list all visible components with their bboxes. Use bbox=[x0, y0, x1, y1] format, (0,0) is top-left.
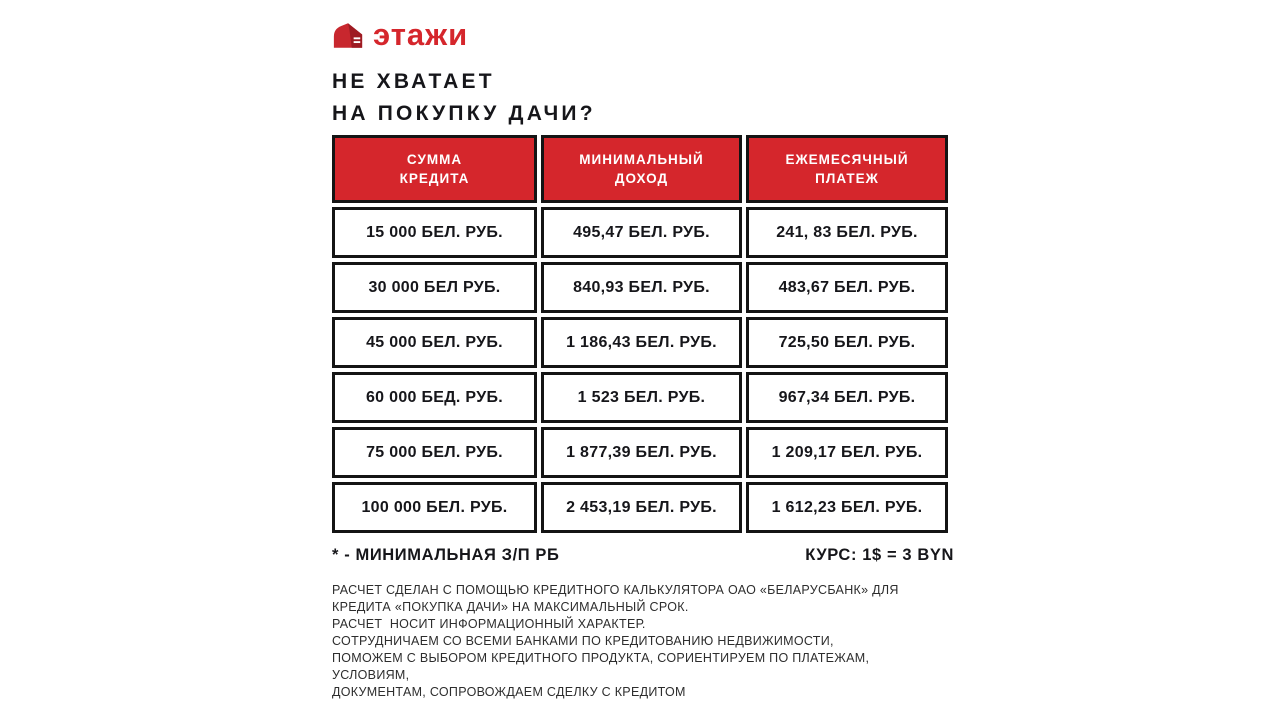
table-cell: 241, 83 БЕЛ. РУБ. bbox=[746, 207, 948, 258]
header-line: КРЕДИТА bbox=[399, 171, 470, 186]
exchange-rate: КУРС: 1$ = 3 BYN bbox=[805, 546, 954, 564]
page-title bbox=[332, 66, 962, 130]
table-cell: 75 000 БЕЛ. РУБ. bbox=[332, 427, 537, 478]
table-cell: 1 612,23 БЕЛ. РУБ. bbox=[746, 482, 948, 533]
disclaimer-line: КРЕДИТА «ПОКУПКА ДАЧИ» НА МАКСИМАЛЬНЫЙ СРОК. bbox=[332, 600, 689, 614]
table-cell: 60 000 БЕД. РУБ. bbox=[332, 372, 537, 423]
disclaimer bbox=[332, 582, 962, 701]
header-line: МИНИМАЛЬНЫЙ bbox=[579, 152, 704, 167]
table-cell: 1 209,17 БЕЛ. РУБ. bbox=[746, 427, 948, 478]
footnote-min-salary: * - МИНИМАЛЬНАЯ З/П РБ bbox=[332, 546, 560, 564]
house-icon bbox=[332, 21, 364, 50]
column-header-minimum-income bbox=[541, 135, 742, 203]
header-line: СУММА bbox=[406, 152, 463, 167]
notes-row bbox=[332, 546, 954, 565]
header-line: ДОХОД bbox=[614, 171, 669, 186]
brand-name: этажи bbox=[373, 17, 469, 52]
table-cell: 1 186,43 БЕЛ. РУБ. bbox=[541, 317, 742, 368]
table-cell: 725,50 БЕЛ. РУБ. bbox=[746, 317, 948, 368]
table-cell: 100 000 БЕЛ. РУБ. bbox=[332, 482, 537, 533]
disclaimer-line: ПОМОЖЕМ С ВЫБОРОМ КРЕДИТНОГО ПРОДУКТА, СОРИЕНТИРУЕМ ПО ПЛАТЕЖАМ, bbox=[332, 651, 870, 665]
title-line-2: НА ПОКУПКУ ДАЧИ? bbox=[332, 102, 596, 125]
table-cell: 483,67 БЕЛ. РУБ. bbox=[746, 262, 948, 313]
table-cell: 1 523 БЕЛ. РУБ. bbox=[541, 372, 742, 423]
disclaimer-line: ДОКУМЕНТАМ, СОПРОВОЖДАЕМ СДЕЛКУ С КРЕДИТОМ bbox=[332, 685, 686, 699]
table-cell: 840,93 БЕЛ. РУБ. bbox=[541, 262, 742, 313]
column-header-loan-amount bbox=[332, 135, 537, 203]
flyer-content bbox=[332, 16, 962, 701]
header-line: ПЛАТЕЖ bbox=[815, 171, 879, 186]
title-line-1: НЕ ХВАТАЕТ bbox=[332, 70, 495, 93]
table-cell: 1 877,39 БЕЛ. РУБ. bbox=[541, 427, 742, 478]
brand-logo bbox=[332, 16, 962, 54]
table-cell: 45 000 БЕЛ. РУБ. bbox=[332, 317, 537, 368]
loan-table bbox=[332, 135, 948, 533]
column-header-monthly-payment bbox=[746, 135, 948, 203]
table-cell: 30 000 БЕЛ РУБ. bbox=[332, 262, 537, 313]
disclaimer-line: УСЛОВИЯМ, bbox=[332, 668, 410, 682]
header-line: ЕЖЕМЕСЯЧНЫЙ bbox=[785, 152, 909, 167]
disclaimer-line: СОТРУДНИЧАЕМ СО ВСЕМИ БАНКАМИ ПО КРЕДИТОВАНИЮ НЕДВИЖИМОСТИ, bbox=[332, 634, 834, 648]
disclaimer-line: РАСЧЕТ НОСИТ ИНФОРМАЦИОННЫЙ ХАРАКТЕР. bbox=[332, 617, 646, 631]
table-cell: 15 000 БЕЛ. РУБ. bbox=[332, 207, 537, 258]
table-cell: 495,47 БЕЛ. РУБ. bbox=[541, 207, 742, 258]
disclaimer-line: РАСЧЕТ СДЕЛАН С ПОМОЩЬЮ КРЕДИТНОГО КАЛЬКУЛЯТОРА ОАО «БЕЛАРУСБАНК» ДЛЯ bbox=[332, 583, 899, 597]
table-cell: 967,34 БЕЛ. РУБ. bbox=[746, 372, 948, 423]
table-cell: 2 453,19 БЕЛ. РУБ. bbox=[541, 482, 742, 533]
